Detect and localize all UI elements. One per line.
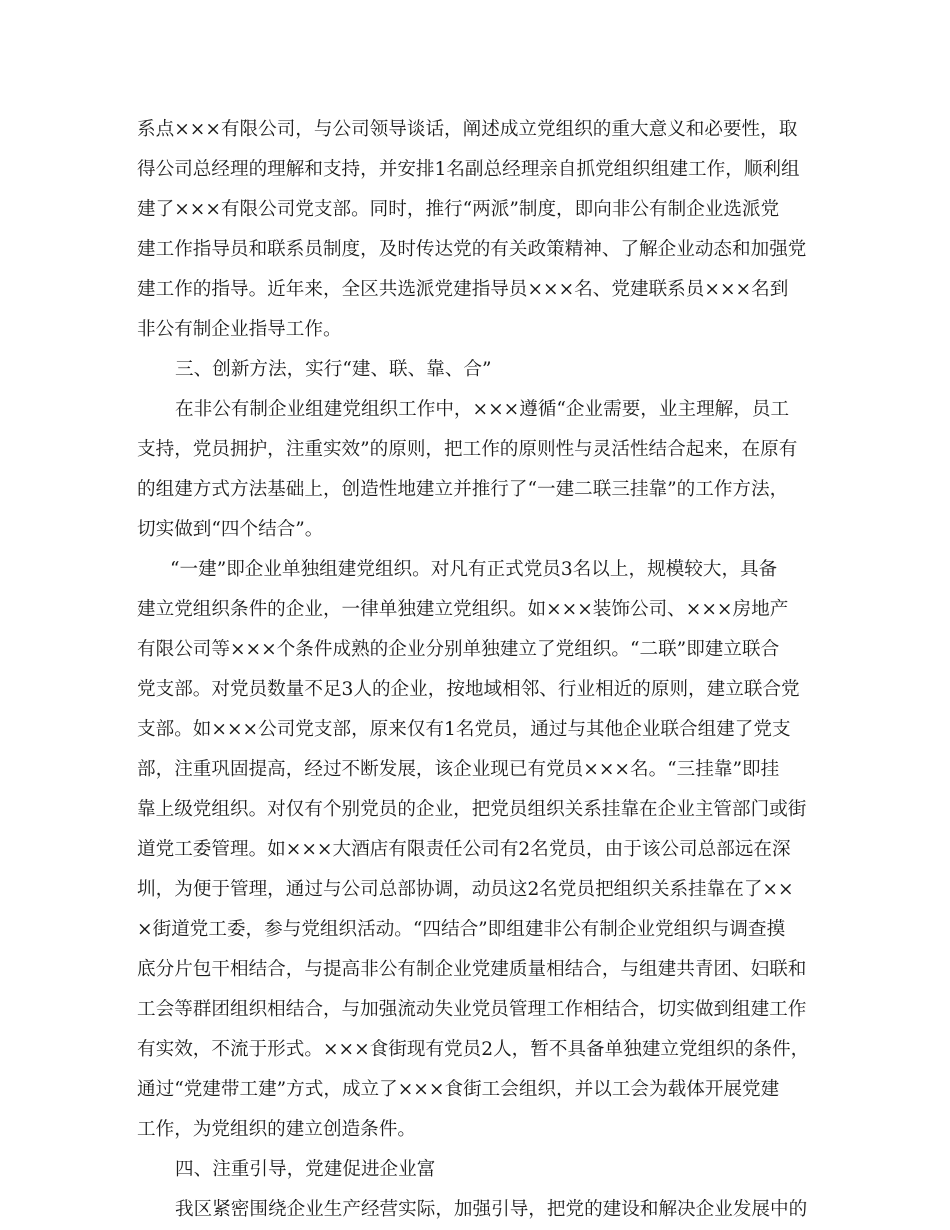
text-line: “一建”即企业单独组建党组织。对凡有正式党员3名以上，规模较大，具备 xyxy=(170,559,778,580)
text-line: 非公有制企业指导工作。 xyxy=(137,319,342,340)
text-line: 部，注重巩固提高，经过不断发展，该企业现已有党员×××名。“三挂靠”即挂 xyxy=(137,759,780,780)
text-line: 得公司总经理的理解和支持，并安排1名副总经理亲自抓党组织组建工作，顺利组 xyxy=(137,159,800,180)
text-line: 工作，为党组织的建立创造条件。 xyxy=(137,1119,416,1140)
text-line: 的组建方式方法基础上，创造性地建立并推行了“一建二联三挂靠”的工作方法， xyxy=(137,479,789,500)
section-heading: 四、注重引导，党建促进企业富 xyxy=(175,1159,436,1180)
text-line: 有实效，不流于形式。×××食街现有党员2人，暂不具备单独建立党组织的条件， xyxy=(137,1039,810,1060)
text-line: 底分片包干相结合，与提高非公有制企业党建质量相结合，与组建共青团、妇联和 xyxy=(137,959,807,980)
text-line: 支部。如×××公司党支部，原来仅有1名党员，通过与其他企业联合组建了党支 xyxy=(137,719,791,740)
text-line: 工会等群团组织相结合，与加强流动失业党员管理工作相结合，切实做到组建工作 xyxy=(137,999,807,1020)
text-line: 道党工委管理。如×××大酒店有限责任公司有2名党员，由于该公司总部远在深 xyxy=(137,839,791,860)
text-line: 系点×××有限公司，与公司领导谈话，阐述成立党组织的重大意义和必要性，取 xyxy=(137,119,798,140)
text-line: 在非公有制企业组建党组织工作中，×××遵循“企业需要，业主理解，员工 xyxy=(175,399,790,420)
text-line: 支持，党员拥护，注重实效”的原则，把工作的原则性与灵活性结合起来，在原有 xyxy=(137,439,798,460)
text-line: 党支部。对党员数量不足3人的企业，按地域相邻、行业相近的原则，建立联合党 xyxy=(137,679,800,700)
section-heading: 三、创新方法，实行“建、联、靠、合” xyxy=(175,359,492,380)
text-line: 切实做到“四个结合”。 xyxy=(137,519,324,540)
text-line: ×街道党工委，参与党组织活动。“四结合”即组建非公有制企业党组织与调查摸 xyxy=(137,919,786,940)
text-line: 圳，为便于管理，通过与公司总部协调，动员这2名党员把组织关系挂靠在了×× xyxy=(137,879,794,900)
text-line: 建工作指导员和联系员制度，及时传达党的有关政策精神、了解企业动态和加强党 xyxy=(137,239,807,260)
text-line: 我区紧密围绕企业生产经营实际，加强引导，把党的建设和解决企业发展中的 xyxy=(175,1199,808,1220)
text-line: 建了×××有限公司党支部。同时，推行“两派”制度，即向非公有制企业选派党 xyxy=(137,199,780,220)
text-line: 通过“党建带工建”方式，成立了×××食街工会组织，并以工会为载体开展党建 xyxy=(137,1079,780,1100)
text-line: 建工作的指导。近年来，全区共选派党建指导员×××名、党建联系员×××名到 xyxy=(137,279,789,300)
text-line: 靠上级党组织。对仅有个别党员的企业，把党员组织关系挂靠在企业主管部门或街 xyxy=(137,799,807,820)
text-line: 有限公司等×××个条件成熟的企业分别单独建立了党组织。“二联”即建立联合 xyxy=(137,639,780,660)
text-line: 建立党组织条件的企业，一律单独建立党组织。如×××装饰公司、×××房地产 xyxy=(137,599,789,620)
